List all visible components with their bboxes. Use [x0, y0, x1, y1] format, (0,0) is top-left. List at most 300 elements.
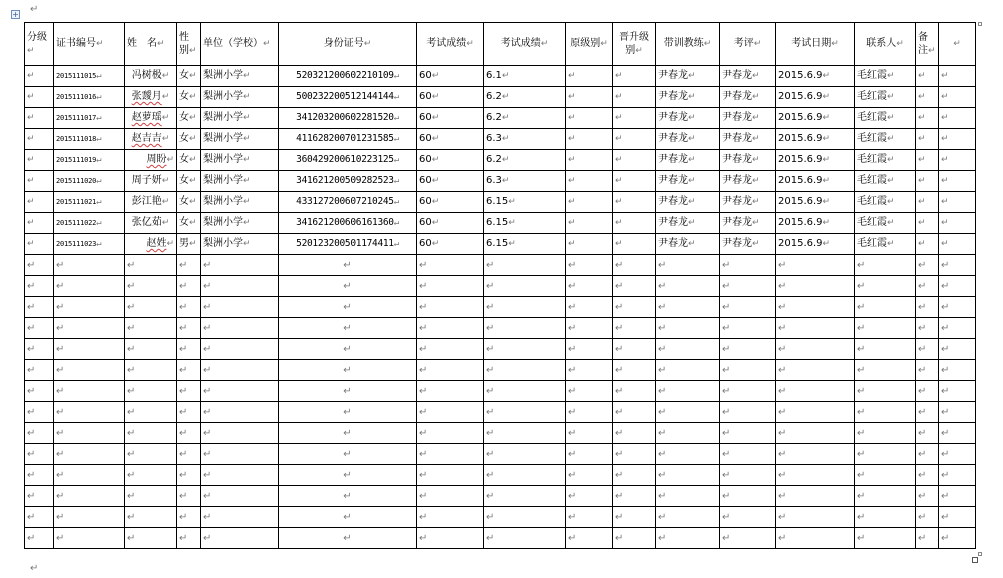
table-cell-empty[interactable]: ↵ [177, 507, 201, 528]
table-cell-empty[interactable]: ↵ [656, 276, 720, 297]
table-cell[interactable] [613, 150, 656, 171]
table-cell[interactable] [177, 108, 201, 129]
table-cell-empty[interactable]: ↵ [855, 465, 916, 486]
table-cell[interactable] [776, 150, 855, 171]
table-cell[interactable] [720, 129, 776, 150]
table-cell[interactable] [54, 171, 125, 192]
table-cell-empty[interactable]: ↵ [279, 486, 417, 507]
header-cell[interactable] [916, 23, 939, 66]
table-cell-empty[interactable]: ↵ [656, 381, 720, 402]
table-cell-empty[interactable]: ↵ [939, 255, 976, 276]
table-cell-empty[interactable]: ↵ [855, 507, 916, 528]
table-cell[interactable] [916, 66, 939, 87]
table-cell[interactable] [566, 87, 613, 108]
header-cell[interactable] [855, 23, 916, 66]
table-cell-empty[interactable]: ↵ [916, 381, 939, 402]
table-cell-empty[interactable]: ↵ [720, 339, 776, 360]
table-cell[interactable] [484, 213, 566, 234]
table-cell-empty[interactable]: ↵ [201, 444, 279, 465]
header-cell[interactable] [417, 23, 484, 66]
table-cell[interactable] [484, 171, 566, 192]
header-cell[interactable] [201, 23, 279, 66]
table-cell-empty[interactable]: ↵ [201, 402, 279, 423]
table-cell-empty[interactable]: ↵ [25, 486, 54, 507]
table-cell-empty[interactable]: ↵ [201, 339, 279, 360]
header-cell[interactable] [484, 23, 566, 66]
table-cell[interactable] [939, 234, 976, 255]
table-cell-empty[interactable]: ↵ [720, 465, 776, 486]
table-cell-empty[interactable]: ↵ [613, 507, 656, 528]
table-cell-empty[interactable]: ↵ [613, 255, 656, 276]
table-cell[interactable] [855, 234, 916, 255]
table-cell[interactable] [720, 234, 776, 255]
table-cell[interactable] [177, 213, 201, 234]
header-cell[interactable] [279, 23, 417, 66]
table-cell-empty[interactable]: ↵ [25, 507, 54, 528]
table-cell[interactable] [484, 150, 566, 171]
table-cell[interactable] [279, 192, 417, 213]
table-cell-empty[interactable]: ↵ [855, 255, 916, 276]
table-cell-empty[interactable]: ↵ [25, 297, 54, 318]
table-cell-empty[interactable]: ↵ [417, 255, 484, 276]
table-cell[interactable] [720, 192, 776, 213]
table-cell-empty[interactable]: ↵ [54, 423, 125, 444]
table-cell[interactable] [613, 192, 656, 213]
table-cell-empty[interactable]: ↵ [54, 528, 125, 549]
table-cell-empty[interactable]: ↵ [125, 444, 177, 465]
table-cell[interactable] [939, 171, 976, 192]
table-cell-empty[interactable]: ↵ [916, 444, 939, 465]
table-cell-empty[interactable]: ↵ [279, 402, 417, 423]
table-cell[interactable] [201, 192, 279, 213]
table-cell-empty[interactable]: ↵ [484, 276, 566, 297]
table-cell-empty[interactable]: ↵ [855, 444, 916, 465]
table-cell-empty[interactable]: ↵ [279, 318, 417, 339]
table-cell[interactable] [566, 66, 613, 87]
table-cell-empty[interactable]: ↵ [125, 465, 177, 486]
table-cell[interactable] [720, 213, 776, 234]
table-cell-empty[interactable]: ↵ [656, 402, 720, 423]
table-cell-empty[interactable]: ↵ [279, 423, 417, 444]
table-cell-empty[interactable]: ↵ [855, 297, 916, 318]
table-cell[interactable] [720, 87, 776, 108]
table-cell[interactable] [177, 150, 201, 171]
table-cell[interactable] [177, 192, 201, 213]
table-cell-empty[interactable]: ↵ [417, 339, 484, 360]
table-cell[interactable] [484, 234, 566, 255]
table-cell-empty[interactable]: ↵ [656, 486, 720, 507]
table-cell-empty[interactable]: ↵ [855, 423, 916, 444]
table-cell-empty[interactable]: ↵ [417, 465, 484, 486]
table-cell[interactable] [656, 192, 720, 213]
table-cell[interactable] [939, 87, 976, 108]
table-cell[interactable] [25, 192, 54, 213]
table-cell-empty[interactable]: ↵ [939, 339, 976, 360]
table-cell-empty[interactable]: ↵ [125, 528, 177, 549]
table-cell-empty[interactable]: ↵ [656, 465, 720, 486]
table-cell-empty[interactable]: ↵ [613, 423, 656, 444]
table-cell[interactable] [916, 171, 939, 192]
table-cell-empty[interactable]: ↵ [656, 507, 720, 528]
table-cell[interactable] [776, 171, 855, 192]
table-cell[interactable] [177, 87, 201, 108]
table-cell-empty[interactable]: ↵ [916, 255, 939, 276]
table-cell-empty[interactable]: ↵ [939, 444, 976, 465]
table-cell[interactable] [54, 108, 125, 129]
header-cell[interactable] [177, 23, 201, 66]
table-cell-empty[interactable]: ↵ [939, 360, 976, 381]
table-cell-empty[interactable]: ↵ [484, 528, 566, 549]
table-cell-empty[interactable]: ↵ [916, 360, 939, 381]
table-cell[interactable] [613, 213, 656, 234]
table-cell[interactable] [916, 87, 939, 108]
table-cell-empty[interactable]: ↵ [417, 276, 484, 297]
table-cell-empty[interactable]: ↵ [279, 360, 417, 381]
table-cell[interactable] [566, 129, 613, 150]
table-cell-empty[interactable]: ↵ [125, 360, 177, 381]
table-cell[interactable] [776, 192, 855, 213]
header-cell[interactable] [720, 23, 776, 66]
table-cell-empty[interactable]: ↵ [776, 381, 855, 402]
table-cell[interactable] [776, 66, 855, 87]
table-cell-empty[interactable]: ↵ [776, 528, 855, 549]
table-cell-empty[interactable]: ↵ [916, 507, 939, 528]
table-cell-empty[interactable]: ↵ [916, 339, 939, 360]
table-cell-empty[interactable]: ↵ [566, 381, 613, 402]
header-cell[interactable] [125, 23, 177, 66]
table-cell-empty[interactable]: ↵ [855, 360, 916, 381]
table-cell-empty[interactable]: ↵ [720, 402, 776, 423]
table-cell[interactable] [613, 234, 656, 255]
table-cell-empty[interactable]: ↵ [484, 486, 566, 507]
table-cell-empty[interactable]: ↵ [177, 444, 201, 465]
table-cell-empty[interactable]: ↵ [25, 381, 54, 402]
table-cell-empty[interactable]: ↵ [566, 276, 613, 297]
table-cell-empty[interactable]: ↵ [417, 528, 484, 549]
table-cell-empty[interactable]: ↵ [720, 423, 776, 444]
table-cell-empty[interactable]: ↵ [54, 318, 125, 339]
table-cell[interactable] [417, 87, 484, 108]
table-cell-empty[interactable]: ↵ [177, 318, 201, 339]
table-cell[interactable] [776, 234, 855, 255]
table-cell[interactable] [916, 234, 939, 255]
table-cell[interactable] [417, 234, 484, 255]
header-cell[interactable] [25, 23, 54, 66]
table-cell-empty[interactable]: ↵ [417, 360, 484, 381]
table-cell-empty[interactable]: ↵ [25, 255, 54, 276]
table-cell-empty[interactable]: ↵ [776, 402, 855, 423]
table-cell[interactable] [656, 213, 720, 234]
table-cell-empty[interactable]: ↵ [613, 465, 656, 486]
table-cell[interactable] [855, 192, 916, 213]
table-cell-empty[interactable]: ↵ [201, 486, 279, 507]
table-cell-empty[interactable]: ↵ [939, 486, 976, 507]
table-cell[interactable] [279, 171, 417, 192]
table-cell-empty[interactable]: ↵ [417, 318, 484, 339]
table-cell-empty[interactable]: ↵ [776, 255, 855, 276]
table-cell[interactable] [279, 108, 417, 129]
table-resize-handle[interactable] [972, 557, 978, 563]
table-cell-empty[interactable]: ↵ [54, 255, 125, 276]
table-cell[interactable] [484, 87, 566, 108]
table-cell[interactable] [125, 213, 177, 234]
table-cell-empty[interactable]: ↵ [177, 402, 201, 423]
table-cell-empty[interactable]: ↵ [25, 465, 54, 486]
table-cell-empty[interactable]: ↵ [177, 360, 201, 381]
table-cell[interactable] [855, 150, 916, 171]
table-cell-empty[interactable]: ↵ [720, 528, 776, 549]
table-cell[interactable] [177, 171, 201, 192]
table-cell[interactable] [613, 171, 656, 192]
table-cell-empty[interactable]: ↵ [855, 276, 916, 297]
table-cell-empty[interactable]: ↵ [566, 444, 613, 465]
table-cell-empty[interactable]: ↵ [417, 402, 484, 423]
table-cell-empty[interactable]: ↵ [656, 423, 720, 444]
table-cell-empty[interactable]: ↵ [125, 402, 177, 423]
header-cell[interactable] [566, 23, 613, 66]
table-cell-empty[interactable]: ↵ [566, 255, 613, 276]
table-cell-empty[interactable]: ↵ [656, 339, 720, 360]
table-cell-empty[interactable]: ↵ [125, 276, 177, 297]
table-cell-empty[interactable]: ↵ [125, 381, 177, 402]
table-cell-empty[interactable]: ↵ [279, 276, 417, 297]
table-cell-empty[interactable]: ↵ [613, 297, 656, 318]
table-cell-empty[interactable]: ↵ [776, 486, 855, 507]
table-cell[interactable] [656, 171, 720, 192]
table-cell[interactable] [25, 108, 54, 129]
table-cell[interactable] [855, 129, 916, 150]
table-cell-empty[interactable]: ↵ [201, 297, 279, 318]
table-cell[interactable] [484, 129, 566, 150]
table-cell-empty[interactable]: ↵ [916, 528, 939, 549]
table-cell[interactable] [201, 150, 279, 171]
table-cell[interactable] [776, 87, 855, 108]
table-cell[interactable] [201, 213, 279, 234]
table-cell-empty[interactable]: ↵ [613, 444, 656, 465]
table-cell-empty[interactable]: ↵ [279, 339, 417, 360]
header-cell[interactable] [613, 23, 656, 66]
table-cell[interactable] [417, 150, 484, 171]
table-cell-empty[interactable]: ↵ [201, 381, 279, 402]
table-cell-empty[interactable]: ↵ [855, 486, 916, 507]
table-cell-empty[interactable]: ↵ [656, 528, 720, 549]
table-cell-empty[interactable]: ↵ [566, 297, 613, 318]
table-cell-empty[interactable]: ↵ [279, 255, 417, 276]
table-cell-empty[interactable]: ↵ [855, 381, 916, 402]
table-cell-empty[interactable]: ↵ [720, 276, 776, 297]
table-cell[interactable] [566, 108, 613, 129]
table-cell[interactable] [566, 171, 613, 192]
table-cell-empty[interactable]: ↵ [279, 465, 417, 486]
table-cell-empty[interactable]: ↵ [54, 381, 125, 402]
table-cell-empty[interactable]: ↵ [125, 486, 177, 507]
table-cell-empty[interactable]: ↵ [417, 381, 484, 402]
table-cell-empty[interactable]: ↵ [54, 486, 125, 507]
table-cell-empty[interactable]: ↵ [484, 423, 566, 444]
table-cell-empty[interactable]: ↵ [25, 402, 54, 423]
table-cell-empty[interactable]: ↵ [417, 423, 484, 444]
table-cell-empty[interactable]: ↵ [939, 402, 976, 423]
table-cell[interactable] [484, 192, 566, 213]
header-cell[interactable] [776, 23, 855, 66]
table-cell[interactable] [939, 150, 976, 171]
table-cell[interactable] [279, 129, 417, 150]
table-cell-empty[interactable]: ↵ [201, 465, 279, 486]
table-cell-empty[interactable]: ↵ [939, 465, 976, 486]
table-cell-empty[interactable]: ↵ [656, 444, 720, 465]
table-cell-empty[interactable]: ↵ [566, 423, 613, 444]
table-cell-empty[interactable]: ↵ [279, 381, 417, 402]
table-cell[interactable] [656, 234, 720, 255]
table-cell-empty[interactable]: ↵ [720, 360, 776, 381]
table-cell[interactable] [776, 213, 855, 234]
table-cell[interactable] [656, 108, 720, 129]
table-cell-empty[interactable]: ↵ [54, 402, 125, 423]
table-cell[interactable] [279, 87, 417, 108]
table-cell-empty[interactable]: ↵ [25, 339, 54, 360]
table-cell[interactable] [417, 171, 484, 192]
table-cell-empty[interactable]: ↵ [177, 423, 201, 444]
table-cell[interactable] [613, 129, 656, 150]
table-cell[interactable] [54, 192, 125, 213]
table-cell[interactable] [25, 66, 54, 87]
table-cell-empty[interactable]: ↵ [916, 423, 939, 444]
table-cell[interactable] [279, 213, 417, 234]
table-cell-empty[interactable]: ↵ [484, 465, 566, 486]
table-cell-empty[interactable]: ↵ [613, 318, 656, 339]
table-cell[interactable] [613, 66, 656, 87]
table-cell-empty[interactable]: ↵ [417, 507, 484, 528]
table-cell[interactable] [855, 171, 916, 192]
table-cell[interactable] [566, 213, 613, 234]
table-cell-empty[interactable]: ↵ [177, 528, 201, 549]
table-cell[interactable] [54, 234, 125, 255]
table-cell[interactable] [916, 192, 939, 213]
table-cell[interactable] [125, 171, 177, 192]
table-cell[interactable] [855, 66, 916, 87]
table-cell-empty[interactable]: ↵ [484, 297, 566, 318]
table-cell-empty[interactable]: ↵ [613, 528, 656, 549]
table-cell-empty[interactable]: ↵ [720, 255, 776, 276]
table-cell-empty[interactable]: ↵ [939, 276, 976, 297]
table-cell-empty[interactable]: ↵ [54, 276, 125, 297]
table-cell-empty[interactable]: ↵ [177, 486, 201, 507]
table-cell-empty[interactable]: ↵ [54, 465, 125, 486]
table-cell-empty[interactable]: ↵ [484, 402, 566, 423]
table-cell-empty[interactable]: ↵ [125, 507, 177, 528]
table-cell-empty[interactable]: ↵ [484, 444, 566, 465]
table-cell-empty[interactable]: ↵ [125, 255, 177, 276]
table-cell[interactable] [566, 192, 613, 213]
table-cell[interactable] [25, 150, 54, 171]
table-cell[interactable] [656, 150, 720, 171]
table-cell[interactable] [566, 234, 613, 255]
table-cell-empty[interactable]: ↵ [916, 402, 939, 423]
table-cell[interactable] [201, 234, 279, 255]
table-cell[interactable] [417, 192, 484, 213]
table-cell[interactable] [279, 234, 417, 255]
table-cell[interactable] [720, 108, 776, 129]
table-cell-empty[interactable]: ↵ [613, 339, 656, 360]
table-cell-empty[interactable]: ↵ [566, 465, 613, 486]
table-cell-empty[interactable]: ↵ [177, 381, 201, 402]
table-cell[interactable] [720, 66, 776, 87]
table-cell-empty[interactable]: ↵ [201, 507, 279, 528]
table-cell-empty[interactable]: ↵ [54, 360, 125, 381]
table-cell-empty[interactable]: ↵ [484, 318, 566, 339]
table-cell-empty[interactable]: ↵ [720, 318, 776, 339]
table-cell-empty[interactable]: ↵ [484, 360, 566, 381]
table-cell[interactable] [201, 66, 279, 87]
table-cell-empty[interactable]: ↵ [125, 339, 177, 360]
table-cell[interactable] [417, 129, 484, 150]
table-cell[interactable] [720, 171, 776, 192]
table-cell-empty[interactable]: ↵ [201, 255, 279, 276]
table-cell[interactable] [125, 87, 177, 108]
table-cell[interactable] [201, 129, 279, 150]
table-cell-empty[interactable]: ↵ [417, 444, 484, 465]
table-cell-empty[interactable]: ↵ [54, 507, 125, 528]
table-cell-empty[interactable]: ↵ [613, 381, 656, 402]
table-cell-empty[interactable]: ↵ [776, 276, 855, 297]
table-cell-empty[interactable]: ↵ [25, 444, 54, 465]
table-cell-empty[interactable]: ↵ [916, 318, 939, 339]
table-cell[interactable] [177, 234, 201, 255]
table-cell[interactable] [916, 213, 939, 234]
table-cell-empty[interactable]: ↵ [613, 486, 656, 507]
table-cell[interactable] [916, 129, 939, 150]
table-cell-empty[interactable]: ↵ [776, 360, 855, 381]
table-cell[interactable] [916, 108, 939, 129]
table-cell-empty[interactable]: ↵ [566, 402, 613, 423]
table-cell[interactable] [177, 129, 201, 150]
table-cell[interactable] [417, 213, 484, 234]
table-cell-empty[interactable]: ↵ [417, 297, 484, 318]
table-cell[interactable] [54, 66, 125, 87]
table-cell-empty[interactable]: ↵ [484, 507, 566, 528]
table-cell[interactable] [25, 213, 54, 234]
table-cell-empty[interactable]: ↵ [177, 465, 201, 486]
table-cell[interactable] [484, 108, 566, 129]
table-cell-empty[interactable]: ↵ [656, 297, 720, 318]
header-cell[interactable] [54, 23, 125, 66]
table-cell[interactable] [125, 150, 177, 171]
table-cell[interactable] [484, 66, 566, 87]
table-cell[interactable] [939, 66, 976, 87]
table-cell[interactable] [177, 66, 201, 87]
table-cell-empty[interactable]: ↵ [776, 465, 855, 486]
table-cell[interactable] [613, 87, 656, 108]
table-cell-empty[interactable]: ↵ [177, 255, 201, 276]
table-cell-empty[interactable]: ↵ [939, 318, 976, 339]
table-cell-empty[interactable]: ↵ [855, 528, 916, 549]
table-cell-empty[interactable]: ↵ [484, 339, 566, 360]
table-cell-empty[interactable]: ↵ [417, 486, 484, 507]
table-cell[interactable] [855, 87, 916, 108]
table-cell-empty[interactable]: ↵ [939, 423, 976, 444]
table-cell-empty[interactable]: ↵ [776, 318, 855, 339]
header-cell[interactable] [939, 23, 976, 66]
table-cell-empty[interactable]: ↵ [855, 402, 916, 423]
table-cell[interactable] [656, 87, 720, 108]
table-cell[interactable] [54, 129, 125, 150]
table-cell-empty[interactable]: ↵ [656, 360, 720, 381]
table-cell[interactable] [25, 234, 54, 255]
table-cell-empty[interactable]: ↵ [776, 507, 855, 528]
table-cell-empty[interactable]: ↵ [201, 276, 279, 297]
table-cell[interactable] [613, 108, 656, 129]
table-cell-empty[interactable]: ↵ [125, 423, 177, 444]
